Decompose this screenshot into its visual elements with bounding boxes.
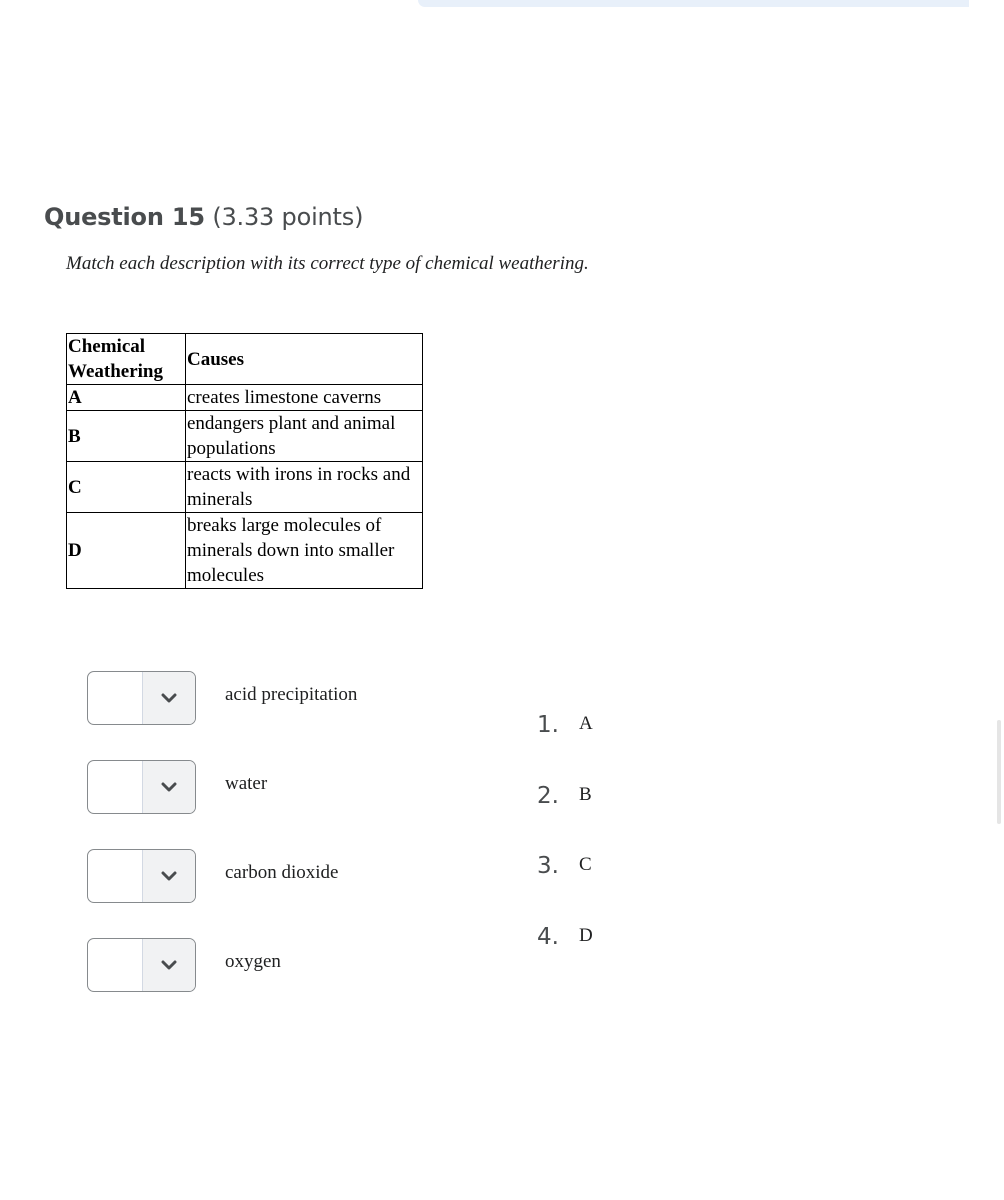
chevron-down-icon xyxy=(161,870,177,882)
answer-number: 3. xyxy=(537,853,559,879)
question-points: (3.33 points) xyxy=(212,203,364,231)
table-header-row xyxy=(67,334,423,385)
dropdown-arrow[interactable] xyxy=(142,939,195,991)
answer-text: C xyxy=(579,854,592,875)
question-header xyxy=(44,203,363,231)
table-header-causes: Causes xyxy=(186,334,423,385)
chevron-down-icon xyxy=(161,959,177,971)
match-label: oxygen xyxy=(225,951,281,972)
chevron-down-icon xyxy=(161,692,177,704)
answer-item xyxy=(537,712,637,742)
table-header-weathering: Chemical Weathering xyxy=(67,334,186,385)
table-cell-cause: creates limestone caverns xyxy=(186,385,423,411)
table-row xyxy=(67,513,423,589)
scrollbar[interactable] xyxy=(997,720,1001,824)
answer-text: A xyxy=(579,713,593,734)
match-select-oxygen[interactable] xyxy=(87,938,196,992)
match-row-water xyxy=(87,760,447,815)
select-value xyxy=(88,850,143,902)
table-cell-cause: breaks large molecules of minerals down into smaller molecules xyxy=(186,513,423,589)
match-label: water xyxy=(225,773,268,794)
table-row xyxy=(67,411,423,462)
table-cell-label: B xyxy=(67,411,186,462)
chevron-down-icon xyxy=(161,781,177,793)
question-prompt: Match each description with its correct type of chemical weathering. xyxy=(66,253,589,274)
weathering-table xyxy=(66,333,423,589)
table-cell-label: D xyxy=(67,513,186,589)
answer-text: B xyxy=(579,784,592,805)
answer-item xyxy=(537,853,637,883)
select-value xyxy=(88,939,143,991)
answer-number: 4. xyxy=(537,924,559,950)
dropdown-arrow[interactable] xyxy=(142,672,195,724)
match-select-carbon-dioxide[interactable] xyxy=(87,849,196,903)
select-value xyxy=(88,672,143,724)
table-row xyxy=(67,385,423,411)
top-banner xyxy=(418,0,969,7)
table-cell-label: A xyxy=(67,385,186,411)
match-row-acid-precipitation xyxy=(87,671,447,726)
answer-text: D xyxy=(579,925,593,946)
table-cell-label: C xyxy=(67,462,186,513)
table-row xyxy=(67,462,423,513)
question-title: Question 15 xyxy=(44,203,205,231)
answer-item xyxy=(537,783,637,813)
match-select-acid-precipitation[interactable] xyxy=(87,671,196,725)
answer-item xyxy=(537,924,637,954)
dropdown-arrow[interactable] xyxy=(142,850,195,902)
table-cell-cause: reacts with irons in rocks and minerals xyxy=(186,462,423,513)
match-label: carbon dioxide xyxy=(225,862,339,883)
dropdown-arrow[interactable] xyxy=(142,761,195,813)
answer-number: 1. xyxy=(537,712,559,738)
select-value xyxy=(88,761,143,813)
match-select-water[interactable] xyxy=(87,760,196,814)
match-row-oxygen xyxy=(87,938,447,993)
match-label: acid precipitation xyxy=(225,684,358,705)
answer-number: 2. xyxy=(537,783,559,809)
table-cell-cause: endangers plant and animal populations xyxy=(186,411,423,462)
match-row-carbon-dioxide xyxy=(87,849,447,904)
